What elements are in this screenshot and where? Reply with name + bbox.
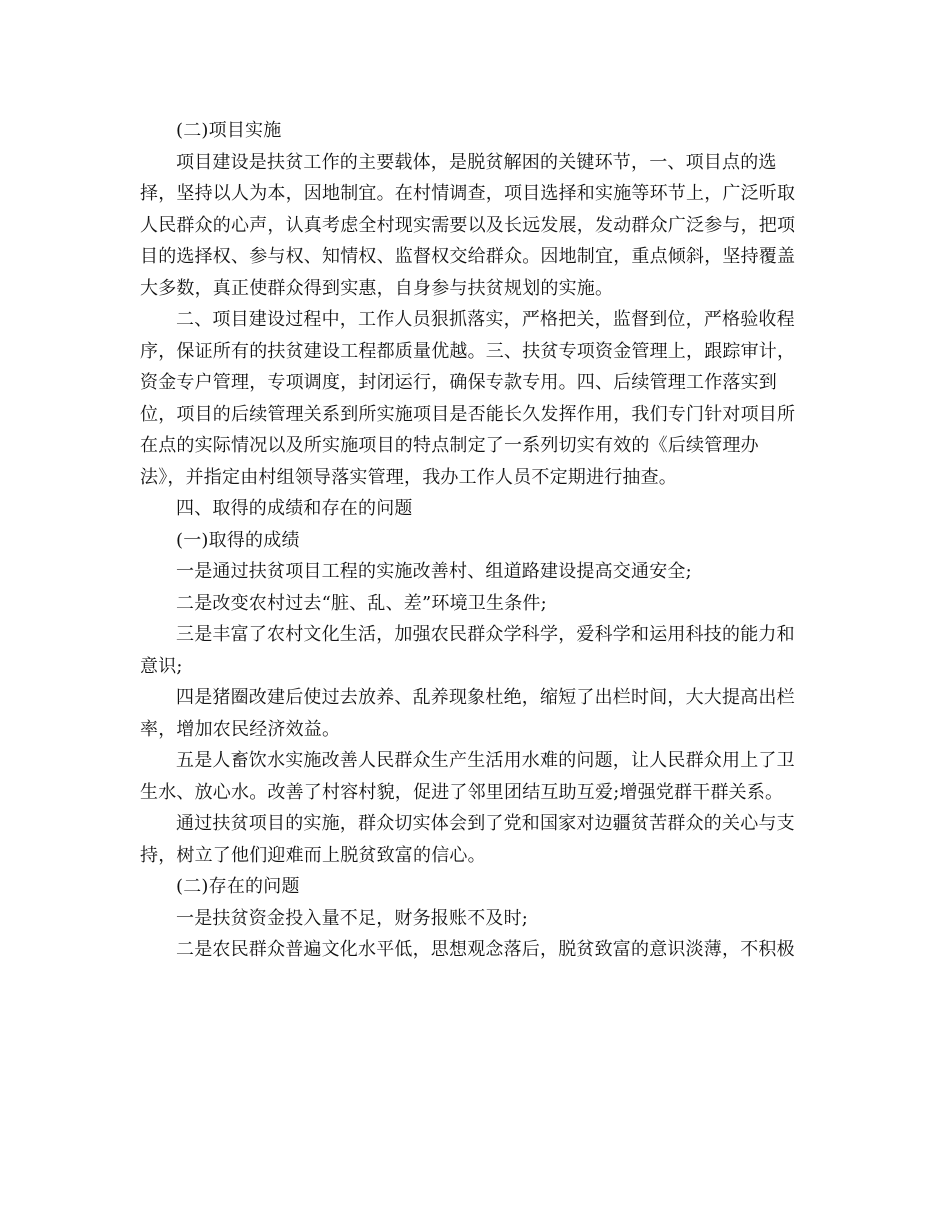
text-line: 通过扶贫项目的实施，群众切实体会到了党和国家对边疆贫苦群众的关心与支 (176, 813, 795, 834)
text-line: 在点的实际情况以及所实施项目的特点制定了一系列切实有效的《后续管理办 (140, 435, 759, 456)
text-line: 人民群众的心声，认真考虑全村现实需要以及长远发展，发动群众广泛参与，把项 (140, 214, 796, 236)
text-line: 二是农民群众普遍文化水平低，思想观念落后，脱贫致富的意识淡薄，不积极 (176, 939, 795, 960)
text-line: 四是猪圈改建后使过去放养、乱养现象杜绝，缩短了出栏时间，大大提高出栏 (176, 687, 795, 708)
text-line: 二、项目建设过程中，工作人员狠抓落实，严格把关，监督到位，严格验收程 (176, 309, 795, 330)
text-line: 生水、放心水。改善了村容村貌，促进了邻里团结互助互爱;增强党群干群关系。 (140, 781, 784, 803)
text-line: 大多数，真正使群众得到实惠，自身参与扶贫规划的实施。 (140, 277, 614, 299)
text-line: (二)存在的问题 (176, 876, 300, 897)
text-line: 序，保证所有的扶贫建设工程都质量优越。三、扶贫专项资金管理上，跟踪审计， (140, 340, 796, 362)
text-line: 二是改变农村过去“脏、乱、差”环境卫生条件; (176, 592, 547, 614)
text-line: 五是人畜饮水实施改善人民群众生产生活用水难的问题，让人民群众用上了卫 (176, 750, 795, 771)
text-line: 率，增加农民经济效益。 (140, 718, 341, 740)
text-line: 项目建设是扶贫工作的主要载体，是脱贫解困的关键环节，一、项目点的选 (176, 151, 777, 173)
text-line: 三是丰富了农村文化生活，加强农民群众学科学，爱科学和运用科技的能力和 (176, 624, 795, 645)
text-line: 意识; (140, 655, 183, 677)
text-line: 四、取得的成绩和存在的问题 (176, 498, 413, 519)
text-line: 位，项目的后续管理关系到所实施项目是否能长久发挥作用，我们专门针对项目所 (140, 403, 796, 425)
text-line: 资金专户管理，专项调度，封闭运行，确保专款专用。四、后续管理工作落实到 (140, 372, 777, 393)
text-line: 法》，并指定由村组领导落实管理，我办工作人员不定期进行抽查。 (140, 466, 677, 488)
text-line: (一)取得的成绩 (176, 529, 300, 551)
text-line: 一是扶贫资金投入量不足，财务报账不及时; (176, 907, 529, 929)
text-line: 一是通过扶贫项目工程的实施改善村、组道路建设提高交通安全; (176, 561, 692, 582)
text-line: (二)项目实施 (176, 120, 282, 141)
text-line: 持，树立了他们迎难而上脱贫致富的信心。 (140, 844, 486, 866)
text-line: 目的选择权、参与权、知情权、监督权交给群众。因地制宜，重点倾斜，坚持覆盖 (140, 246, 796, 267)
document-body (140, 115, 812, 966)
text-line: 择，坚持以人为本，因地制宜。在村情调查，项目选择和实施等环节上，广泛听取 (140, 183, 796, 204)
